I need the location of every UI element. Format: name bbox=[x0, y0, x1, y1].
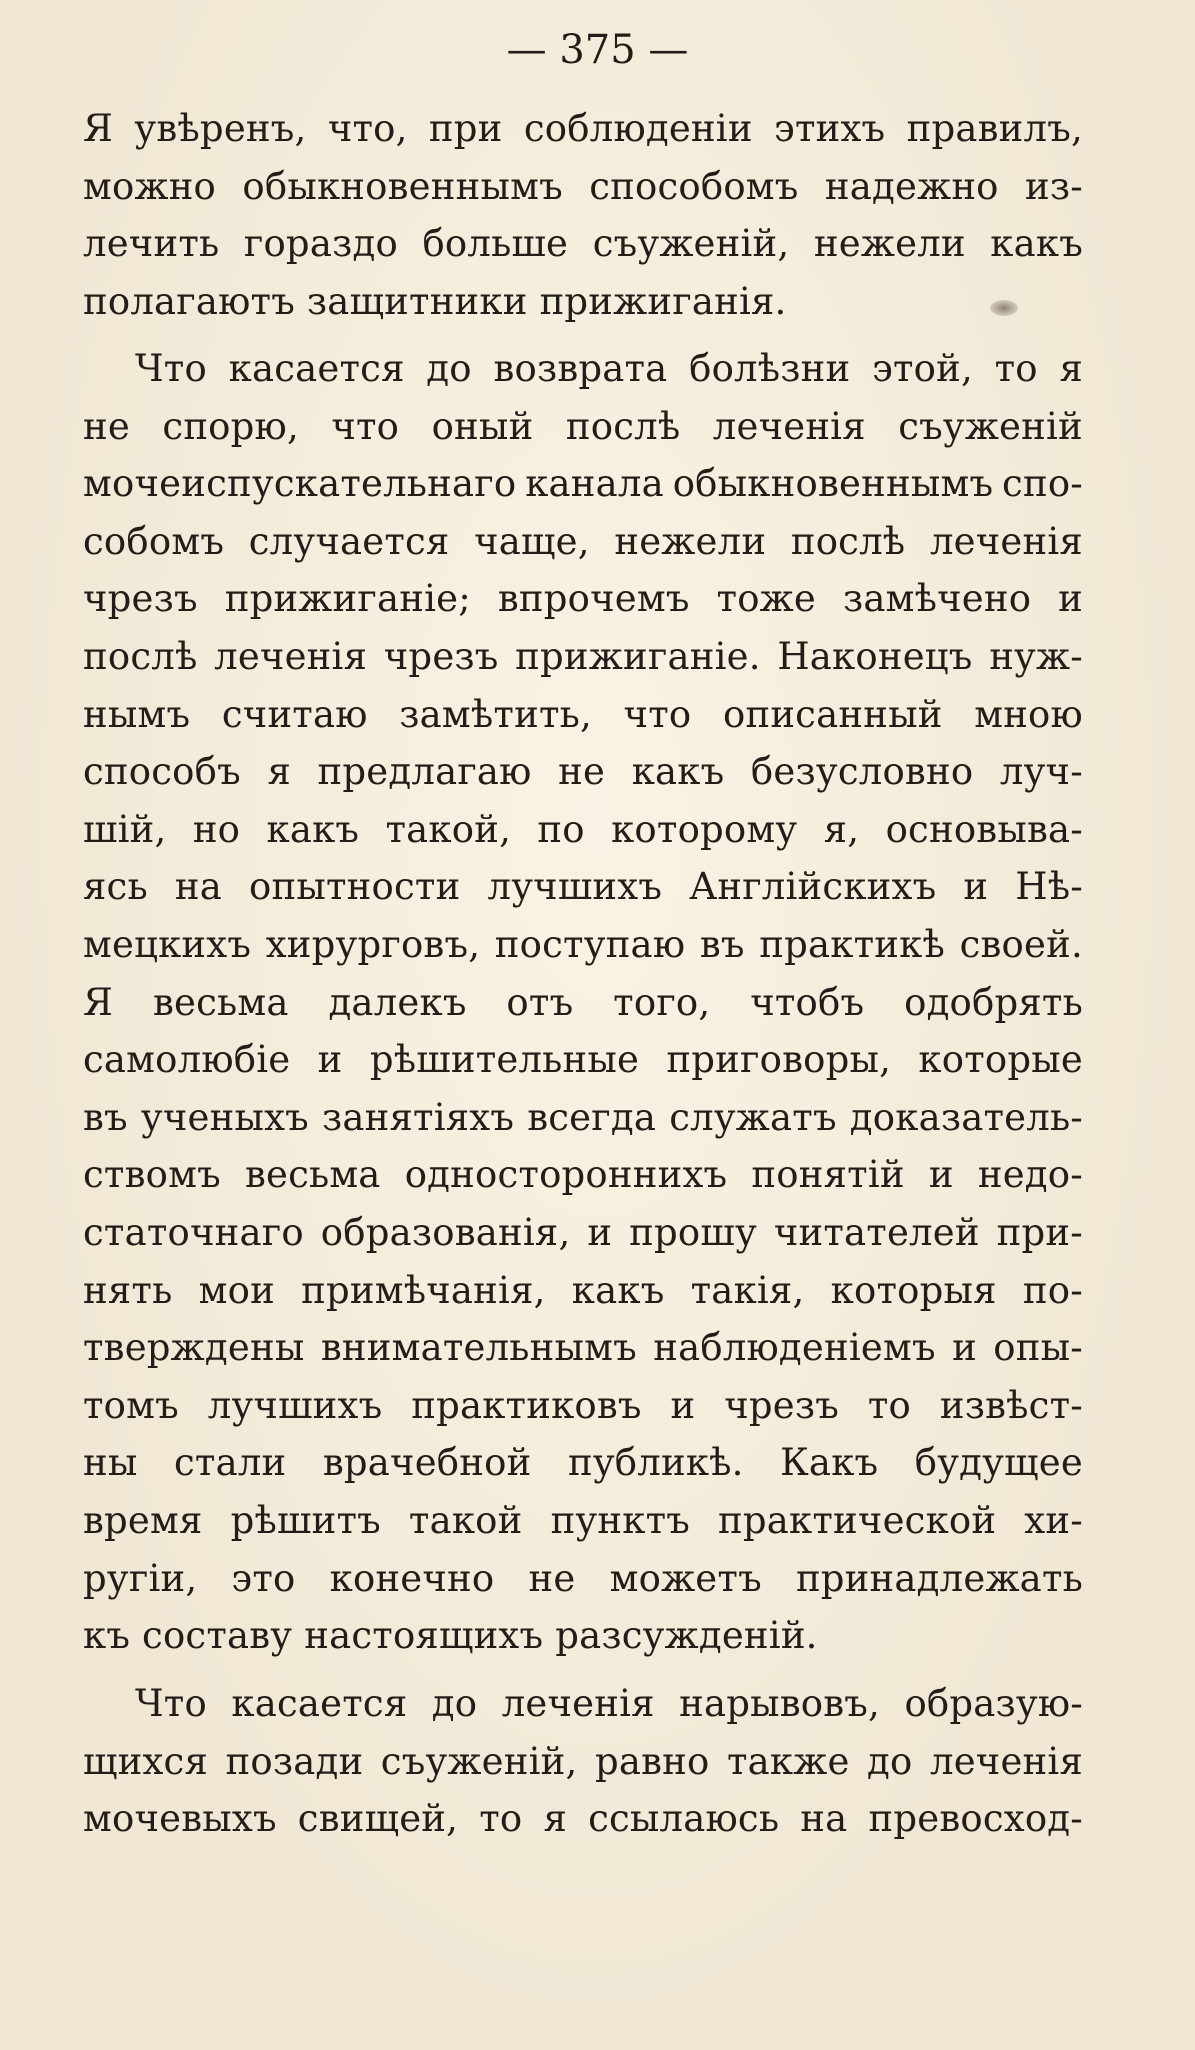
word: я bbox=[267, 750, 291, 794]
word: мецкихъ bbox=[83, 923, 252, 966]
word: при- bbox=[996, 1211, 1083, 1254]
word: Наконецъ bbox=[777, 635, 973, 678]
word: занятіяхъ bbox=[322, 1095, 515, 1139]
word: леченія bbox=[930, 1739, 1083, 1783]
word: рѣшительные bbox=[369, 1038, 640, 1082]
word: того, bbox=[613, 980, 711, 1024]
word: и bbox=[1058, 577, 1083, 621]
word: весьма bbox=[152, 980, 289, 1024]
word: до bbox=[431, 1682, 478, 1725]
word: конечно bbox=[329, 1556, 495, 1600]
text-line bbox=[83, 1262, 1083, 1320]
text-line bbox=[83, 215, 1083, 273]
word: Что bbox=[135, 347, 207, 390]
word: не bbox=[83, 404, 130, 448]
word: доказатель- bbox=[849, 1095, 1083, 1139]
word: поступаю bbox=[494, 923, 686, 966]
word: это bbox=[231, 1556, 296, 1600]
word: оный bbox=[431, 404, 534, 448]
word: самолюбіе bbox=[83, 1038, 291, 1082]
word: касается bbox=[228, 347, 405, 390]
word: замѣтить, bbox=[399, 692, 592, 736]
word: на bbox=[800, 1797, 848, 1841]
word: и bbox=[670, 1383, 696, 1427]
word: можно bbox=[83, 164, 217, 208]
word: такія, bbox=[690, 1268, 805, 1312]
word: способъ bbox=[83, 750, 241, 794]
word: которые bbox=[918, 1038, 1083, 1082]
word: какъ bbox=[571, 1268, 665, 1312]
text-line bbox=[83, 340, 1083, 398]
word: съуженій, bbox=[380, 1739, 578, 1783]
word: можетъ bbox=[609, 1556, 762, 1600]
word: ясь bbox=[83, 865, 148, 909]
word: время bbox=[83, 1499, 203, 1542]
text-line bbox=[83, 100, 1083, 158]
word: увѣренъ, bbox=[134, 107, 307, 150]
text-line bbox=[83, 513, 1083, 571]
word: которыя bbox=[830, 1268, 997, 1312]
text-line bbox=[83, 858, 1083, 916]
word: и bbox=[317, 1038, 343, 1082]
word: до bbox=[867, 1739, 913, 1783]
word: въ bbox=[699, 923, 745, 966]
word: по- bbox=[1022, 1268, 1083, 1312]
word: мочеиспускательнаго bbox=[83, 462, 517, 506]
word: болѣзни bbox=[689, 347, 851, 390]
word: ны bbox=[83, 1441, 138, 1485]
text-line bbox=[83, 1675, 1083, 1733]
word: тверждены bbox=[83, 1326, 305, 1370]
word: я bbox=[1059, 347, 1083, 390]
text-line bbox=[83, 628, 1083, 686]
word: и bbox=[952, 1326, 977, 1370]
word: всегда bbox=[527, 1095, 657, 1139]
word: опы- bbox=[993, 1326, 1083, 1370]
word: лучшихъ bbox=[487, 865, 663, 909]
word: способомъ bbox=[589, 164, 799, 208]
word: лучшихъ bbox=[207, 1383, 383, 1427]
word: чрезъ bbox=[83, 577, 198, 621]
word: нымъ bbox=[83, 692, 191, 736]
word: этихъ bbox=[774, 107, 886, 150]
word: образованія, bbox=[320, 1211, 571, 1254]
word: внимательнымъ bbox=[320, 1326, 637, 1370]
text-line bbox=[83, 455, 1083, 513]
word: канала bbox=[525, 462, 664, 506]
word: лечить bbox=[83, 222, 220, 266]
word: далекъ bbox=[328, 980, 467, 1024]
text-line bbox=[83, 1031, 1083, 1089]
word: нежели bbox=[813, 222, 966, 266]
word: леченія bbox=[214, 635, 368, 678]
word: превосход- bbox=[868, 1797, 1083, 1841]
word: надежно bbox=[824, 164, 999, 208]
word: практической bbox=[718, 1499, 997, 1542]
word: то bbox=[479, 1797, 523, 1841]
word: врачебной bbox=[322, 1441, 532, 1485]
word: и bbox=[587, 1211, 613, 1254]
word: чтобъ bbox=[750, 980, 865, 1024]
text-line bbox=[83, 1492, 1083, 1550]
word: леченія bbox=[501, 1682, 655, 1725]
word: леченія bbox=[712, 404, 866, 448]
text-line bbox=[83, 801, 1083, 859]
word: чаще, bbox=[474, 519, 590, 563]
word: на bbox=[174, 865, 222, 909]
word: Я bbox=[83, 107, 114, 150]
word: луч- bbox=[999, 750, 1083, 794]
word: также bbox=[726, 1739, 850, 1783]
word: что, bbox=[327, 107, 408, 150]
word: леченія bbox=[929, 519, 1083, 563]
word: какъ bbox=[631, 750, 725, 794]
word: я bbox=[543, 1797, 567, 1841]
word: съуженій bbox=[898, 404, 1083, 448]
word: щихся bbox=[83, 1739, 208, 1783]
word: шій, bbox=[83, 807, 167, 851]
word: свищей, bbox=[297, 1797, 459, 1841]
word: то bbox=[994, 347, 1038, 390]
word: что bbox=[623, 692, 692, 736]
word: случается bbox=[248, 519, 450, 563]
word: описанный bbox=[722, 692, 943, 736]
word: возврата bbox=[493, 347, 668, 390]
word: пунктъ bbox=[550, 1499, 690, 1542]
word: нежели bbox=[614, 519, 767, 563]
word: принадлежать bbox=[795, 1556, 1083, 1600]
word: не bbox=[558, 750, 606, 794]
word: не bbox=[528, 1556, 576, 1600]
word: по bbox=[537, 807, 585, 851]
word: извѣст- bbox=[939, 1383, 1083, 1427]
word: Нѣ- bbox=[1015, 865, 1083, 909]
word: спорю, bbox=[162, 404, 299, 448]
word: этой, bbox=[872, 347, 973, 390]
word: и bbox=[963, 865, 989, 909]
word: недо- bbox=[977, 1153, 1083, 1197]
word: одностороннихъ bbox=[404, 1153, 728, 1197]
word: тоже bbox=[716, 577, 817, 621]
word: нарывовъ, bbox=[679, 1682, 881, 1725]
word: рѣшитъ bbox=[230, 1499, 381, 1542]
text-line bbox=[83, 1319, 1083, 1377]
word: обыкновеннымъ bbox=[242, 164, 563, 208]
word: практикѣ bbox=[759, 923, 945, 966]
word: до bbox=[426, 347, 472, 390]
word: прошу bbox=[629, 1211, 757, 1254]
word: практиковъ bbox=[411, 1383, 642, 1427]
text-line bbox=[83, 686, 1083, 744]
word: равно bbox=[594, 1739, 710, 1783]
word: правилъ, bbox=[906, 107, 1083, 150]
word: и bbox=[928, 1153, 954, 1197]
word: замѣчено bbox=[842, 577, 1032, 621]
word: послѣ bbox=[565, 404, 681, 448]
text-line bbox=[83, 916, 1083, 974]
word: послѣ bbox=[790, 519, 906, 563]
word: гораздо bbox=[243, 222, 398, 266]
word: приговоры, bbox=[666, 1038, 892, 1082]
word: Что bbox=[135, 1682, 207, 1725]
word: понятій bbox=[751, 1153, 905, 1197]
word: читателей bbox=[773, 1211, 980, 1254]
word: весьма bbox=[244, 1153, 381, 1197]
word: какъ bbox=[266, 807, 360, 851]
text-line bbox=[83, 1377, 1083, 1435]
text-line bbox=[83, 1089, 1083, 1147]
word: примѣчанія, bbox=[301, 1268, 546, 1312]
word: съуженій, bbox=[592, 222, 790, 266]
word: позади bbox=[225, 1739, 364, 1783]
word: хирурговъ, bbox=[265, 923, 481, 966]
text-line bbox=[83, 1204, 1083, 1262]
word: наблюденіемъ bbox=[653, 1326, 936, 1370]
word: собомъ bbox=[83, 519, 225, 563]
word: какъ bbox=[990, 222, 1083, 266]
text-line bbox=[83, 398, 1083, 456]
word: ученыхъ bbox=[140, 1095, 309, 1139]
word: из- bbox=[1025, 164, 1083, 208]
word: такой, bbox=[385, 807, 512, 851]
text-line bbox=[83, 158, 1083, 216]
word: спо- bbox=[1002, 462, 1083, 506]
word: одобрять bbox=[904, 980, 1083, 1024]
word: нять bbox=[83, 1268, 173, 1312]
word: стали bbox=[173, 1441, 287, 1485]
text-line bbox=[83, 1434, 1083, 1492]
word: опытности bbox=[249, 865, 461, 909]
word: чрезъ bbox=[383, 635, 499, 678]
word: при bbox=[428, 107, 503, 150]
text-line bbox=[83, 1790, 1083, 1848]
word: основыва- bbox=[885, 807, 1083, 851]
word: Англійскихъ bbox=[689, 865, 937, 909]
word: въ bbox=[83, 1095, 128, 1139]
word: касается bbox=[231, 1682, 408, 1725]
word: мои bbox=[198, 1268, 275, 1312]
word: прижиганіе; bbox=[224, 577, 471, 621]
word: послѣ bbox=[83, 635, 198, 678]
text-line bbox=[83, 1550, 1083, 1608]
word: обыкновеннымъ bbox=[672, 462, 994, 506]
word: прижиганіе. bbox=[515, 635, 761, 678]
word: ствомъ bbox=[83, 1153, 221, 1197]
text-line bbox=[83, 974, 1083, 1032]
word: служатъ bbox=[669, 1095, 837, 1139]
text-line: полагаютъ защитники прижиганія. bbox=[83, 279, 787, 323]
word: Какъ bbox=[780, 1441, 879, 1485]
word: ругіи, bbox=[83, 1556, 198, 1600]
word: мочевыхъ bbox=[83, 1797, 277, 1841]
text-line bbox=[83, 570, 1083, 628]
word: но bbox=[192, 807, 241, 851]
word: ссылаюсь bbox=[588, 1797, 780, 1841]
word: считаю bbox=[221, 692, 368, 736]
word: больше bbox=[422, 222, 569, 266]
text-line bbox=[83, 1146, 1083, 1204]
word: образую- bbox=[904, 1682, 1083, 1725]
word: томъ bbox=[83, 1383, 179, 1427]
word: впрочемъ bbox=[497, 577, 690, 621]
page-number: — 375 — bbox=[506, 27, 689, 73]
word: будущее bbox=[914, 1441, 1083, 1485]
word: статочнаго bbox=[83, 1211, 304, 1254]
word: нуж- bbox=[989, 635, 1083, 678]
text-line bbox=[83, 1733, 1083, 1791]
word: предлагаю bbox=[317, 750, 532, 794]
word: которому bbox=[611, 807, 798, 851]
word: такой bbox=[408, 1499, 523, 1542]
word: хи- bbox=[1024, 1499, 1083, 1542]
word: чрезъ bbox=[724, 1383, 839, 1427]
word: соблюденіи bbox=[523, 107, 753, 150]
word: что bbox=[331, 404, 400, 448]
word: мною bbox=[974, 692, 1083, 736]
word: то bbox=[867, 1383, 912, 1427]
word: безусловно bbox=[750, 750, 974, 794]
word: отъ bbox=[506, 980, 574, 1024]
text-line: къ составу настоящихъ разсужденій. bbox=[83, 1614, 818, 1658]
word: Я bbox=[83, 980, 114, 1024]
text-line bbox=[83, 743, 1083, 801]
word: своей. bbox=[959, 923, 1083, 966]
word: публикѣ. bbox=[567, 1441, 744, 1485]
word: я, bbox=[823, 807, 860, 851]
